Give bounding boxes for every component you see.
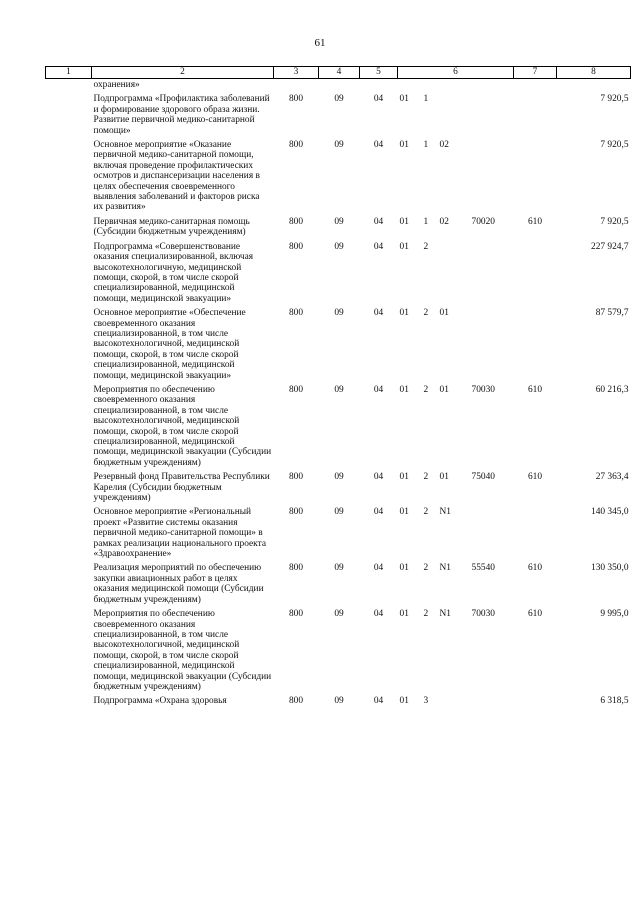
row-col5: 04	[373, 308, 384, 319]
col1-cell	[46, 307, 92, 384]
table-row	[46, 307, 631, 384]
row-col7	[514, 79, 557, 94]
row-col8-amount: 227 924,7	[591, 241, 629, 252]
row-col6-part4: 70030	[471, 384, 495, 395]
row-col6-part1: 01	[399, 94, 409, 105]
row-col6-part4	[470, 79, 514, 94]
row-col7	[514, 307, 557, 384]
row-col8-amount	[557, 79, 631, 94]
table-row	[46, 139, 631, 216]
row-col5	[360, 79, 398, 94]
col1-cell	[46, 139, 92, 216]
row-col6-part3: N1	[439, 507, 451, 518]
row-col3: 800	[288, 696, 304, 707]
row-col4: 09	[334, 507, 344, 518]
row-col5: 04	[373, 384, 384, 395]
row-col5: 04	[373, 696, 384, 707]
row-col6-part4: 55540	[471, 563, 495, 574]
table-row	[46, 506, 631, 562]
row-col4: 09	[334, 609, 344, 620]
row-col3: 800	[288, 308, 304, 319]
row-col6-part3: 02	[439, 140, 449, 151]
table-row	[46, 562, 631, 608]
col1-cell	[46, 79, 92, 94]
row-col5: 04	[373, 472, 384, 483]
row-col8-amount: 9 995,0	[600, 609, 629, 620]
row-col6-part3	[438, 241, 470, 307]
row-col6-part2: 2	[423, 507, 429, 518]
row-name: Резервный фонд Правительства Республики Карелия (Субсидии бюджетным учреждениям)	[93, 472, 270, 504]
row-col4: 09	[334, 308, 344, 319]
col1-cell	[46, 93, 92, 139]
row-col7: 610	[527, 563, 543, 574]
row-col7	[514, 139, 557, 216]
table-row	[46, 241, 631, 307]
row-col8-amount: 140 345,0	[591, 507, 629, 518]
table-row	[46, 384, 631, 471]
page-number: 61	[314, 37, 326, 49]
row-col6-part2: 1	[423, 140, 429, 151]
row-col6-part1: 01	[399, 216, 409, 227]
row-col4: 09	[334, 241, 344, 252]
row-col3: 800	[288, 94, 304, 105]
col-header-2: 2	[92, 67, 274, 79]
row-col6-part1	[398, 79, 422, 94]
row-col6-part1: 01	[399, 696, 409, 707]
table-row	[46, 93, 631, 139]
col1-cell	[46, 241, 92, 307]
row-col3: 800	[288, 140, 304, 151]
row-name: охранения»	[93, 80, 140, 90]
row-col6-part3: N1	[439, 563, 451, 574]
table-row	[46, 608, 631, 695]
row-col6-part1: 01	[399, 308, 409, 319]
col-header-5: 5	[360, 67, 398, 79]
row-col5: 04	[373, 507, 384, 518]
row-col6-part2: 2	[423, 563, 429, 574]
row-col8-amount: 60 216,3	[595, 384, 629, 395]
row-col3: 800	[288, 472, 304, 483]
row-col6-part3: 01	[439, 308, 449, 319]
row-name: Реализация мероприятий по обеспечению закупки авиационных работ в целях оказания медицинской помощи (Субсидии бюджетным учреждениям)	[93, 563, 264, 605]
row-name: Подпрограмма «Охрана здоровья	[93, 696, 227, 707]
table-row	[46, 695, 631, 709]
col-header-3: 3	[274, 67, 319, 79]
row-name: Подпрограмма «Профилактика заболеваний и формирование здорового образа жизни. Развитие первичной медико-санитарной помощи»	[93, 94, 270, 136]
header-row	[46, 67, 631, 79]
table-row	[46, 79, 631, 94]
row-col4: 09	[334, 94, 344, 105]
row-col7: 610	[527, 216, 543, 227]
row-col7: 610	[527, 472, 543, 483]
row-col6-part2	[422, 79, 438, 94]
row-col7	[514, 93, 557, 139]
row-col6-part4	[470, 506, 514, 562]
row-col6-part4	[470, 241, 514, 307]
row-col3: 800	[288, 507, 304, 518]
row-name: Основное мероприятие «Региональный проект «Развитие системы оказания первичной медико-санитарной помощи» в рамках реализации национального проекта «Здравоохранение»	[93, 507, 266, 560]
row-col6-part1: 01	[399, 472, 409, 483]
table-row	[46, 471, 631, 506]
row-col6-part3	[438, 93, 470, 139]
row-col3: 800	[288, 609, 304, 620]
col-header-6: 6	[398, 67, 514, 79]
col1-cell	[46, 216, 92, 241]
row-name: Основное мероприятие «Оказание первичной медико-санитарной помощи, включая проведение профилактических осмотров и диспансеризации населения в целях обеспечения своевременного выявления заболеваний и факторов риска их развития»	[93, 140, 260, 213]
row-col5: 04	[373, 216, 384, 227]
col1-cell	[46, 471, 92, 506]
row-col8-amount: 7 920,5	[600, 140, 629, 151]
row-col6-part4	[470, 307, 514, 384]
row-col6-part3: 01	[439, 472, 449, 483]
row-col8-amount: 6 318,5	[600, 696, 629, 707]
row-col6-part2: 2	[423, 609, 429, 620]
row-col3	[274, 79, 319, 94]
row-name: Первичная медико-санитарная помощь (Субсидии бюджетным учреждениям)	[93, 216, 250, 238]
row-col6-part2: 3	[423, 696, 429, 707]
row-col6-part1: 01	[399, 609, 409, 620]
row-col4: 09	[334, 696, 344, 707]
row-col8-amount: 7 920,5	[600, 94, 629, 105]
col1-cell	[46, 562, 92, 608]
col1-cell	[46, 695, 92, 709]
row-col6-part3	[438, 695, 470, 709]
row-col6-part2: 2	[423, 472, 429, 483]
col-header-1: 1	[46, 67, 92, 79]
row-col6-part4: 70020	[471, 216, 495, 227]
row-col8-amount: 7 920,5	[600, 216, 629, 227]
row-col6-part2: 2	[423, 308, 429, 319]
row-col6-part1: 01	[399, 384, 409, 395]
row-col4: 09	[334, 563, 344, 574]
col-header-4: 4	[319, 67, 360, 79]
row-col8-amount: 130 350,0	[591, 563, 629, 574]
budget-table	[45, 66, 631, 710]
col-header-8: 8	[557, 67, 631, 79]
row-col7	[514, 695, 557, 709]
row-name: Подпрограмма «Совершенствование оказания специализированной, включая высокотехнологичную, медицинской помощи, скорой, в том числе скорой специализированной, медицинской помощи, медицинской эвакуации»	[93, 241, 254, 304]
row-col4: 09	[334, 216, 344, 227]
row-name: Мероприятия по обеспечению своевременного оказания специализированной, в том числе высокотехнологичной, медицинской помощи, скорой, в том числе скорой специализированной, медицинской помощи, медицинской эвакуации (Субсидии бюджетным учреждениям)	[93, 609, 272, 692]
row-col6-part2: 1	[423, 94, 429, 105]
row-col6-part1: 01	[399, 241, 409, 252]
col1-cell	[46, 506, 92, 562]
row-col6-part2: 1	[423, 216, 429, 227]
row-col5: 04	[373, 94, 384, 105]
row-col5: 04	[373, 140, 384, 151]
row-col3: 800	[288, 216, 304, 227]
row-col6-part3	[438, 79, 470, 94]
row-col8-amount: 87 579,7	[595, 308, 629, 319]
row-col6-part3: 01	[439, 384, 449, 395]
row-col5: 04	[373, 241, 384, 252]
row-col7	[514, 241, 557, 307]
row-col7	[514, 506, 557, 562]
row-col3: 800	[288, 563, 304, 574]
col1-cell	[46, 384, 92, 471]
table-row	[46, 216, 631, 241]
col1-cell	[46, 608, 92, 695]
table-header	[46, 67, 631, 79]
row-col5: 04	[373, 609, 384, 620]
row-col5: 04	[373, 563, 384, 574]
row-col6-part4: 70030	[471, 609, 495, 620]
row-col6-part4	[470, 139, 514, 216]
row-col6-part2: 2	[423, 384, 429, 395]
row-name: Мероприятия по обеспечению своевременного оказания специализированной, в том числе высокотехнологичной, медицинской помощи, скорой, в том числе скорой специализированной, медицинской помощи, медицинской эвакуации (Субсидии бюджетным учреждениям)	[93, 384, 272, 468]
row-col7: 610	[527, 609, 543, 620]
row-col6-part4: 75040	[471, 472, 495, 483]
row-col6-part4	[470, 695, 514, 709]
row-col6-part4	[470, 93, 514, 139]
col-header-7: 7	[514, 67, 557, 79]
row-col3: 800	[288, 241, 304, 252]
row-col4: 09	[334, 140, 344, 151]
row-col4	[319, 79, 360, 94]
row-col6-part3: N1	[439, 609, 451, 620]
row-col6-part1: 01	[399, 140, 409, 151]
row-col4: 09	[334, 384, 344, 395]
row-col6-part1: 01	[399, 563, 409, 574]
row-col4: 09	[334, 472, 344, 483]
table-body	[46, 79, 631, 710]
row-col6-part3: 02	[439, 216, 449, 227]
row-col3: 800	[288, 384, 304, 395]
row-col7: 610	[527, 384, 543, 395]
row-name: Основное мероприятие «Обеспечение своевременного оказания специализированной, в том числе высокотехнологичной, медицинской помощи, скорой, в том числе скорой специализированной, медицинской помощи, медицинской эвакуации»	[93, 308, 246, 381]
row-col8-amount: 27 363,4	[595, 472, 629, 483]
row-col6-part1: 01	[399, 507, 409, 518]
row-col6-part2: 2	[423, 241, 429, 252]
